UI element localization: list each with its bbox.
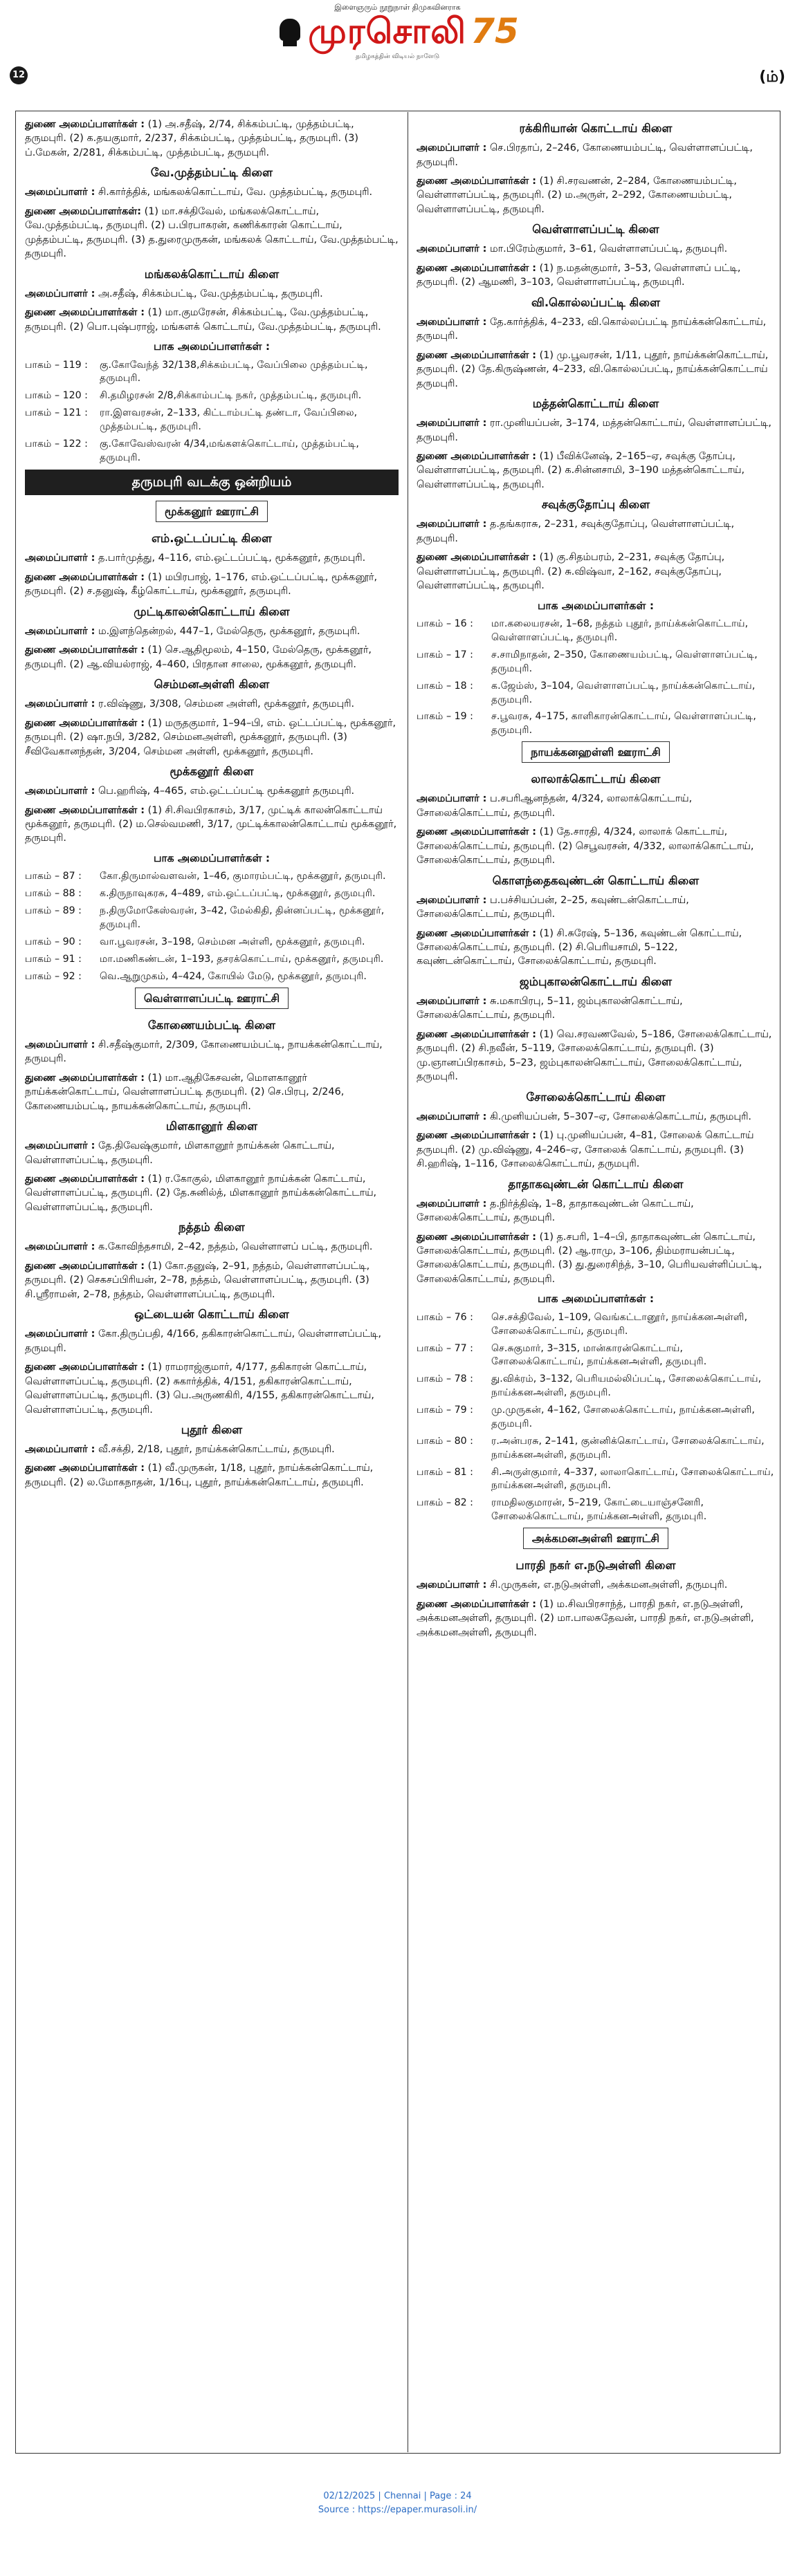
role-label: அமைப்பாளர் :	[417, 793, 487, 805]
role-label: துணை அமைப்பாளர்கள் :	[417, 450, 537, 462]
ward-row	[25, 953, 399, 967]
member-entry	[25, 716, 399, 759]
member-details: அ.சதீஷ், சிக்கம்பட்டி, வே.முத்தம்பட்டி, தருமபுரி.	[98, 288, 323, 299]
role-label: அமைப்பாளர் :	[417, 1198, 487, 1210]
branch-heading: மத்தன்கொட்டாய் கிளை	[532, 397, 659, 411]
role-label: அமைப்பாளர் :	[417, 418, 487, 429]
ward-organiser: ச.பூவரசு, 4–175, காளிகாரன்கொட்டாய், வெள்ளாளப்பட்டி, தருமபுரி.	[491, 711, 756, 736]
member-details: செ.பிரதாப், 2–246, கோணையம்பட்டி, வெள்ளாளப்பட்டி, தருமபுரி.	[417, 142, 753, 168]
role-label: துணை அமைப்பாளர்கள் :	[25, 1072, 145, 1084]
ward-number: பாகம் – 82 :	[417, 1497, 473, 1509]
ward-organiser: ராமதிலகுமாரன், 5–219, கோட்டையாஞ்சனேரி, சோலைக்கொட்டாய், நாய்க்கனஅள்ளி, தருமபுரி.	[491, 1497, 707, 1523]
role-label: அமைப்பாளர் :	[25, 698, 95, 710]
ward-row	[417, 1311, 775, 1339]
panchayat-heading: அக்கமனஅள்ளி ஊராட்சி	[523, 1528, 668, 1549]
ward-row	[25, 407, 399, 434]
ward-number: பாகம் – 18 :	[417, 680, 473, 692]
role-label: அமைப்பாளர் :	[417, 1111, 487, 1122]
member-entry	[25, 287, 399, 301]
member-details: (1) மு.பூவரசன், 1/11, புதூர், நாய்க்கன்கொட்டாய், தருமபுரி. (2) தே.கிருஷ்ணன், 4–233, வி.கொல்லப்பட்டி, நாய்க்கன்கொட்டாய் தருமபுரி.	[417, 349, 769, 389]
page-number-badge: 12	[10, 66, 28, 84]
member-entry	[417, 792, 775, 820]
side-mark: (ம்)	[759, 68, 785, 86]
ward-row	[417, 1373, 775, 1400]
member-entry	[25, 1240, 399, 1254]
role-label: அமைப்பாளர் :	[25, 553, 95, 564]
panchayat-heading-wrap	[25, 988, 399, 1013]
branch-heading: கோணையம்பட்டி கிளை	[147, 1018, 276, 1032]
member-details: (1) வெ.சரவணவேல், 5–186, சோலைக்கொட்டாய், தருமபுரி. (2) சி.நவீன், 5–119, சோலைக்கொட்டாய், தருமபுரி. (3) மு.ஞானப்பிரகாசம், 5–23, ஜம்புகாலன்கொட்டாய், சோலைக்கொட்டாய், தருமபுரி.	[417, 1028, 772, 1083]
member-entry	[25, 306, 399, 334]
role-label: துணை அமைப்பாளர்கள் :	[417, 1130, 537, 1142]
member-details: சி.சதீஷ்குமார், 2/309, கோணையம்பட்டி, நாயக்கன்கொட்டாய், தருமபுரி.	[25, 1039, 383, 1065]
ward-row	[417, 649, 775, 676]
ward-organiser: க.திருநாவுகரசு, 4–489, எம்.ஒட்டப்பட்டி, மூக்கனூர், தருமபுரி.	[100, 888, 376, 900]
member-details: (1) ந.மதன்குமார், 3–53, வெள்ளாளப் பட்டி, தருமபுரி. (2) ஆமணி, 3–103, வெள்ளாளப்பட்டி, தருமபுரி.	[417, 262, 741, 288]
branch-heading: ரக்கிரியான் கொட்டாய் கிளை	[519, 122, 673, 135]
member-details: (1) பு.முனியப்பன், 4–81, சோலைக் கொட்டாய் தருமபுரி. (2) மு.விஷ்ணு, 4–246–ஏ, சோலைக் கொட்டாய், தருமபுரி. (3) சி.ஹரிஷ், 1–116, சோலைக்கொட்டாய், தருமபுரி.	[417, 1130, 754, 1170]
ward-row	[417, 1466, 775, 1494]
member-details: த.தங்கராசு, 2–231, சவுக்குதோப்பு, வெள்ளாளப்பட்டி, தருமபுரி.	[417, 519, 735, 544]
role-label: துணை அமைப்பாளர்கள் :	[417, 1231, 537, 1243]
member-details: (1) அ.சதீஷ், 2/74, சிக்கம்பட்டி, முத்தம்பட்டி, தருமபுரி. (2) க.தயகுமார், 2/237, சிக்கம்பட்டி, முத்தம்பட்டி, தருமபுரி. (3) ப்.மேகன், 2/281, சிக்கம்பட்டி, முத்தம்பட்டி, தருமபுரி.	[25, 119, 359, 158]
ward-organiser: ர.அன்பரசு, 2–141, குன்னிக்கொட்டாய், சோலைக்கொட்டாய், நாய்க்கனஅள்ளி, தருமபுரி.	[491, 1435, 765, 1461]
member-entry	[417, 825, 775, 867]
member-details: (1) சி.சுரேஷ், 5–136, கவுண்டன் கொட்டாய், சோலைக்கொட்டாய், தருமபுரி. (2) சி.பெரியசாமி, 5–122, கவுண்டன்கொட்டாய், சோலைக்கொட்டாய், தருமபுரி.	[417, 927, 742, 967]
ward-number: பாகம் – 87 :	[25, 871, 82, 882]
member-details: வீ.சக்தி, 2/18, புதூர், நாய்க்கன்கொட்டாய், தருமபுரி.	[98, 1444, 335, 1456]
role-label: துணை அமைப்பாளர்கள் :	[25, 645, 145, 656]
ward-number: பாகம் – 119 :	[25, 359, 88, 371]
branch-heading: லாலாக்கொட்டாய் கிளை	[531, 772, 661, 786]
member-entry	[25, 118, 399, 160]
panchayat-heading-wrap	[417, 1528, 775, 1553]
role-label: துணை அமைப்பாளர்கள்:	[25, 205, 141, 217]
member-entry	[417, 174, 775, 216]
role-label: துணை அமைப்பாளர்கள் :	[25, 1173, 145, 1185]
ward-row	[25, 389, 399, 403]
ward-row	[417, 710, 775, 738]
member-details: தே.கார்த்திக், 4–233, வி.கொல்லப்பட்டி நாய்க்கன்கொட்டாய், தருமபுரி.	[417, 316, 767, 342]
role-label: அமைப்பாளர் :	[417, 243, 487, 255]
member-details: (1) கோ.தனுஷ், 2–91, நத்தம், வெள்ளாளப்பட்டி, தருமபுரி. (2) செகசப்பிரியன், 2–78, நத்தம், வெள்ளாளப்பட்டி, தருமபுரி. (3) சி.ஸ்ரீராமன், 2–78, நத்தம், வெள்ளாளப்பட்டி, தருமபுரி.	[25, 1260, 370, 1300]
ward-organiser: மா.கலையரசன், 1–68, நத்தம் புதூர், நாய்க்கன்கொட்டாய், வெள்ளாளப்பட்டி, தருமபுரி.	[491, 618, 749, 643]
member-details: (1) மபிரபாஜ், 1–176, எம்.ஒட்டப்பட்டி, மூக்கனூர், தருமபுரி. (2) ச.தனுஷ், கீழ்கொட்டாய், மூக்கனூர், தருமபுரி.	[25, 571, 378, 597]
member-details: ரா.முனியப்பன், 3–174, மத்தன்கொட்டாய், வெள்ளாளப்பட்டி, தருமபுரி.	[417, 418, 771, 443]
member-details: சு.மகாபிரபு, 5–11, ஜம்புகாலன்கொட்டாய், சோலைக்கொட்டாய், தருமபுரி.	[417, 995, 683, 1021]
ward-number: பாகம் – 92 :	[25, 970, 82, 982]
branch-heading: முட்டிகாலன்கொட்டாய் கிளை	[134, 604, 290, 618]
ward-organiser: ரா.இளவரசன், 2–133, கிட்டாம்பட்டி தண்டா, வேப்பிலை, முத்தம்பட்டி, தருமபுரி.	[100, 407, 358, 433]
branch-heading: ஜம்புகாலன்கொட்டாய் கிளை	[519, 974, 673, 988]
role-label: அமைப்பாளர் :	[417, 1579, 487, 1591]
member-details: (1) மா.குமரேசன், சிக்கம்பட்டி, வே.முத்தம்பட்டி, தருமபுரி. (2) பொ.புஷ்பராஜ், மங்களக் கொட்டாய், வே.முத்தம்பட்டி, தருமபுரி.	[25, 307, 381, 333]
role-label: துணை அமைப்பாளர்கள் :	[25, 717, 145, 729]
footer-source-link[interactable]: Source : https://epaper.murasoli.in/	[318, 2505, 477, 2515]
member-details: (1) ராமராஜ்குமார், 4/177, தகிகாரன் கொட்டாய், வெள்ளாளப்பட்டி, தருமபுரி. (2) சுகார்த்திக், 4/151, தகிகாரன்கொட்டாய், வெள்ளாளப்பட்டி, தருமபுரி. (3) பெ.அருணகிரி, 4/155, தகிகாரன்கொட்டாய், வெள்ளாளப்பட்டி, தருமபுரி.	[25, 1362, 374, 1416]
ward-organiser: கோ.திருமால்வளவன், 1–46, குமாரம்பட்டி, மூக்கனூர், தருமபுரி.	[100, 871, 386, 882]
panchayat-heading-wrap	[25, 501, 399, 526]
ward-number: பாகம் – 88 :	[25, 888, 82, 900]
union-section-banner: தருமபுரி வடக்கு ஒன்றியம்	[25, 470, 399, 496]
ward-row	[25, 870, 399, 884]
page-footer	[0, 2490, 795, 2517]
role-label: அமைப்பாளர் :	[417, 894, 487, 906]
ward-number: பாகம் – 89 :	[25, 905, 82, 917]
role-label: அமைப்பாளர் :	[417, 142, 487, 154]
member-entry	[417, 450, 775, 492]
footer-date-line: 02/12/2025 | Chennai | Page : 24	[323, 2491, 472, 2501]
branch-heading: செம்மனஅள்ளி கிளை	[154, 678, 270, 692]
member-entry	[25, 1443, 399, 1456]
party-emblem-icon	[276, 13, 304, 49]
member-entry	[25, 1461, 399, 1490]
member-details: (1) மா.ஆதிகேசவன், மொளகானூர் நாய்க்கன்கொட்டாய், வெள்ளாளப்பட்டி தருமபுரி. (2) செ.பிரபு, 2/246, கோணையம்பட்டி, நாயக்கன்கொட்டாய், தருமபுரி.	[25, 1072, 345, 1112]
ward-row	[417, 680, 775, 707]
ward-row	[25, 970, 399, 984]
branch-heading: தாதாகவுண்டன் கொட்டாய் கிளை	[508, 1177, 684, 1191]
ward-number: பாகம் – 91 :	[25, 953, 82, 965]
member-details: (1) சி.சரவணன், 2–284, கோணையம்பட்டி, வெள்ளாளப்பட்டி, தருமபுரி. (2) ம.அருள், 2–292, கோணையம்பட்டி, வெள்ளாளப்பட்டி, தருமபுரி.	[417, 175, 737, 215]
role-label: துணை அமைப்பாளர்கள் :	[417, 175, 537, 187]
branch-heading: சவுக்குதோப்பு கிளை	[541, 498, 650, 512]
member-entry	[417, 1028, 775, 1084]
role-label: அமைப்பாளர் :	[25, 1039, 95, 1050]
member-details: சி.முருகன், எ.நடுஅள்ளி, அக்கமனஅள்ளி, தருமபுரி.	[489, 1579, 728, 1591]
branch-heading: மிளகானூர் கிளை	[165, 1120, 258, 1133]
member-entry	[25, 1327, 399, 1355]
member-entry	[25, 205, 399, 261]
member-details: ப.சபரிஆனந்தன், 4/324, லாலாக்கொட்டாய், சோலைக்கொட்டாய், தருமபுரி.	[417, 793, 693, 819]
ward-organisers-heading: பாக அமைப்பாளர்கள் :	[537, 599, 655, 612]
member-details: ப.பச்சியப்பன், 2–25, கவுண்டன்கொட்டாய், சோலைக்கொட்டாய், தருமபுரி.	[417, 894, 689, 920]
ward-number: பாகம் – 90 :	[25, 936, 82, 947]
member-entry	[25, 1071, 399, 1113]
member-details: (1) பீவிக்னேஷ், 2–165–ஏ, சவுக்கு தோப்பு, வெள்ளாளப்பட்டி, தருமபுரி. (2) க.சின்னசாமி, 3–190 மத்தன்கொட்டாய், வெள்ளாளப்பட்டி, தருமபுரி.	[417, 450, 745, 490]
masthead-tagline: தமிழகத்தின் விடியல் நாளேடு	[355, 53, 440, 60]
ward-organiser: மா.மணிகண்டன், 1–193, தசரக்கொட்டாய், மூக்கனூர், தருமபுரி.	[100, 953, 384, 965]
right-column	[417, 118, 775, 2448]
ward-organiser: செ.சுகுமார், 3–315, மான்காரன்கொட்டாய், சோலைக்கொட்டாய், நாய்க்கனஅள்ளி, தருமபுரி.	[491, 1342, 707, 1368]
branch-heading: ஒட்டையன் கொட்டாய் கிளை	[134, 1308, 289, 1322]
role-label: துணை அமைப்பாளர்கள் :	[25, 307, 145, 319]
member-entry	[417, 1197, 775, 1225]
masthead-slogan: இளைஞரும் நூறுநாள் திமுகவினராக	[334, 3, 461, 12]
branch-heading: கொளந்தைகவுண்டன் கொட்டாய் கிளை	[492, 873, 700, 887]
ward-organiser: க.ஜேம்ஸ், 3–104, வெள்ளாளப்பட்டி, நாய்க்கன்கொட்டாய், தருமபுரி.	[491, 680, 756, 705]
panchayat-heading: வெள்ளாளப்பட்டி ஊராட்சி	[135, 988, 289, 1009]
member-entry	[25, 551, 399, 565]
member-entry	[417, 550, 775, 593]
member-details: மா.பிரேம்குமார், 3–61, வெள்ளாளப்பட்டி, தருமபுரி.	[489, 243, 728, 255]
panchayat-heading: மூக்கனூர் ஊராட்சி	[156, 501, 268, 522]
ward-organiser: ச.சாமிநாதன், 2–350, கோணையம்பட்டி, வெள்ளாளப்பட்டி, தருமபுரி.	[491, 649, 758, 674]
role-label: அமைப்பாளர் :	[25, 1328, 95, 1340]
top-strip	[10, 66, 785, 86]
branch-heading: மூக்கனூர் கிளை	[170, 765, 254, 779]
branch-heading: பாரதி நகர் எ.நடுஅள்ளி கிளை	[515, 1559, 676, 1573]
ward-number: பாகம் – 17 :	[417, 649, 473, 660]
member-details: கி.முனியப்பன், 5–307–ஏ, சோலைக்கொட்டாய், தருமபுரி.	[489, 1111, 752, 1122]
member-details: சி.கார்த்திக், மங்கலக்கொட்டாய், வே. முத்தம்பட்டி, தருமபுரி.	[98, 187, 373, 198]
member-entry	[417, 261, 775, 290]
role-label: அமைப்பாளர் :	[25, 1444, 95, 1456]
panchayat-heading: நாயக்கனஹள்ளி ஊராட்சி	[522, 741, 670, 763]
role-label: துணை அமைப்பாளர்கள் :	[25, 1463, 145, 1474]
member-entry	[417, 517, 775, 546]
ward-organiser: செ.சக்திவேல், 1–109, வெங்கட்டானூர், நாய்க்கனஅள்ளி, சோலைக்கொட்டாய், தருமபுரி.	[491, 1311, 748, 1337]
ward-organisers-heading: பாக அமைப்பாளர்கள் :	[537, 1292, 655, 1306]
ward-row	[25, 359, 399, 387]
role-label: துணை அமைப்பாளர்கள் :	[25, 1260, 145, 1272]
member-entry	[25, 1172, 399, 1214]
role-label: துணை அமைப்பாளர்கள் :	[417, 1028, 537, 1040]
ward-organisers-heading: பாக அமைப்பாளர்கள் :	[153, 340, 271, 353]
member-details: (1) ம.சிவபிரசாந்த், பாரதி நகர், எ.நடுஅள்ளி, அக்கமனஅள்ளி, தருமபுரி. (2) மா.பாலசுதேவன், பாரதி நகர், எ.நடுஅள்ளி, அக்கமனஅள்ளி, தருமபுரி.	[417, 1598, 754, 1638]
member-entry	[25, 643, 399, 671]
role-label: அமைப்பாளர் :	[417, 519, 487, 530]
ward-number: பாகம் – 121 :	[25, 407, 88, 419]
member-details: (1) சி.சிவபிரகாசம், 3/17, முட்டிக் காலன்கொட்டாய் மூக்கனூர், தருமபுரி. (2) ம.செல்வமணி, 3/17, முட்டிக்காலன்கொட்டாய் மூக்கனூர், தருமபுரி.	[25, 804, 397, 844]
ward-organiser: மு.முருகன், 4–162, சோலைக்கொட்டாய், நாய்க்கனஅள்ளி, தருமபுரி.	[491, 1405, 755, 1429]
masthead	[0, 0, 795, 64]
branch-heading: நத்தம் கிளை	[179, 1221, 245, 1234]
member-details: பெ.ஹரிஷ், 4–465, எம்.ஒட்டப்பட்டி மூக்கனூர் தருமபுரி.	[98, 786, 355, 797]
member-entry	[25, 624, 399, 638]
anniversary-mark: 75	[470, 11, 519, 51]
ward-organiser: ந.திருமோகேஸ்வரன், 3–42, மேல்கிதி, தின்னப்பட்டி, மூக்கனூர், தருமபுரி.	[100, 905, 385, 931]
member-details: தே.திவேஷ்குமார், மிளகானூர் நாய்க்கன் கொட்டாய், வெள்ளாளப்பட்டி, தருமபுரி.	[25, 1140, 335, 1166]
member-details: (1) வீ.முருகன், 1/18, புதூர், நாய்க்கன்கொட்டாய், தருமபுரி. (2) ல.மோகநாதன், 1/16பு, புதூர், நாய்க்கன்கொட்டாய், தருமபுரி.	[25, 1463, 374, 1488]
ward-number: பாகம் – 77 :	[417, 1342, 473, 1354]
ward-organiser: கு.கோவேந்த் 32/138,சிக்கம்பட்டி, வேப்பிலை முத்தம்பட்டி, தருமபுரி.	[100, 359, 368, 384]
member-entry	[417, 1230, 775, 1287]
member-details: கோ.திருப்பதி, 4/166, தகிகாரன்கொட்டாய், வெள்ளாளப்பட்டி, தருமபுரி.	[25, 1328, 382, 1354]
ward-number: பாகம் – 76 :	[417, 1311, 473, 1323]
ward-organiser: வெ.ஆறுமுகம், 4–424, கோயில் மேடு, மூக்கனூர், தருமபுரி.	[100, 970, 367, 982]
member-entry	[417, 315, 775, 344]
member-details: (1) ர.கோகுல், மிளகானூர் நாய்க்கன் கொட்டாய், வெள்ளாளப்பட்டி, தருமபுரி. (2) தே.சுனில்த், மிளகானூர் நாய்க்கன்கொட்டாய், வெள்ளாளப்பட்டி, தருமபுரி.	[25, 1173, 377, 1213]
member-entry	[417, 242, 775, 256]
ward-organiser: சி.தமிழரசன் 2/8,சிக்காம்பட்டி நகர், முத்தம்பட்டி, தருமபுரி.	[100, 390, 362, 402]
ward-row	[417, 1342, 775, 1370]
member-entry	[417, 1110, 775, 1124]
ward-organiser: கு.கோவேஸ்வரன் 4/34,மங்களக்கொட்டாய், முத்தம்பட்டி, தருமபுரி.	[100, 438, 359, 463]
branch-heading: வெள்ளாளப்பட்டி கிளை	[532, 223, 659, 237]
branch-heading: வே.முத்தம்பட்டி கிளை	[150, 166, 273, 180]
role-label: துணை அமைப்பாளர்கள் :	[25, 1362, 145, 1373]
ward-number: பாகம் – 120 :	[25, 390, 88, 402]
left-column	[25, 118, 399, 2448]
member-entry	[417, 927, 775, 969]
role-label: அமைப்பாளர் :	[25, 1140, 95, 1152]
role-label: துணை அமைப்பாளர்கள் :	[417, 927, 537, 939]
member-details: (1) மா.சக்திவேல், மங்கலக்கொட்டாய், வே.முத்தம்பட்டி, தருமபுரி. (2) ப.பிரபாகரன், கணிக்காரன் கொட்டாய், முத்தம்பட்டி, தருமபுரி. (3) த.துரைமுருகன், மங்கலக் கொட்டாய், வே.முத்தம்பட்டி, தருமபுரி.	[25, 205, 399, 260]
role-label: துணை அமைப்பாளர்கள் :	[417, 1598, 537, 1610]
role-label: அமைப்பாளர் :	[417, 995, 487, 1007]
member-details: க.கோவிந்தசாமி, 2–42, நத்தம், வெள்ளாளப் பட்டி, தருமபுரி.	[98, 1241, 373, 1253]
ward-row	[25, 905, 399, 932]
branch-heading: வி.கொல்லப்பட்டி கிளை	[531, 295, 661, 309]
member-details: (1) மருதகுமார், 1–94–பி, எம். ஒட்டப்பட்டி, மூக்கனூர், தருமபுரி. (2) ஷா.நபி, 3/282, செம்மனஅள்ளி, மூக்கனூர், தருமபுரி. (3) சீவிவேகானந்தன், 3/204, செம்மன அள்ளி, மூக்கனூர், தருமபுரி.	[25, 717, 396, 757]
role-label: அமைப்பாளர் :	[25, 187, 95, 198]
role-label: துணை அமைப்பாளர்கள் :	[25, 804, 145, 816]
member-details: (1) தே.சாரதி, 4/324, லாலாக் கொட்டாய், சோலைக்கொட்டாய், தருமபுரி. (2) செபூவரசன், 4/332, லாலாக்கொட்டாய், சோலைக்கொட்டாய், தருமபுரி.	[417, 826, 754, 867]
member-entry	[417, 141, 775, 169]
member-entry	[417, 1129, 775, 1171]
member-entry	[25, 1038, 399, 1066]
role-label: துணை அமைப்பாளர்கள் :	[25, 571, 145, 583]
member-details: (1) கு.சிதம்பரம், 2–231, சவுக்கு தோப்பு, வெள்ளாளப்பட்டி, தருமபுரி. (2) சு.விஷ்வா, 2–162, சவுக்குதோப்பு, வெள்ளாளப்பட்டி, தருமபுரி.	[417, 552, 725, 592]
masthead-logo	[0, 10, 795, 53]
member-details: த.நிர்த்திஷ், 1–8, தாதாகவுண்டன் கொட்டாய், சோலைக்கொட்டாய், தருமபுரி.	[417, 1198, 694, 1224]
role-label: அமைப்பாளர் :	[25, 786, 95, 797]
member-entry	[417, 349, 775, 391]
ward-organisers-heading: பாக அமைப்பாளர்கள் :	[153, 851, 271, 864]
ward-row	[417, 1435, 775, 1463]
member-entry	[25, 1360, 399, 1417]
role-label: துணை அமைப்பாளர்கள் :	[417, 552, 537, 564]
branch-heading: புதூர் கிளை	[181, 1423, 243, 1436]
ward-number: பாகம் – 81 :	[417, 1466, 473, 1478]
member-entry	[417, 994, 775, 1023]
member-details: ம.இளந்தென்றல், 447–1, மேல்தெரு, மூக்கனூர், தருமபுரி.	[98, 625, 360, 637]
ward-number: பாகம் – 78 :	[417, 1373, 473, 1385]
role-label: துணை அமைப்பாளர்கள் :	[25, 119, 145, 130]
ward-row	[25, 936, 399, 949]
role-label: துணை அமைப்பாளர்கள் :	[417, 262, 537, 274]
ward-row	[417, 618, 775, 645]
member-entry	[25, 697, 399, 711]
branch-heading: சோலைக்கொட்டாய் கிளை	[526, 1090, 666, 1104]
ward-number: பாகம் – 80 :	[417, 1435, 473, 1447]
member-entry	[25, 784, 399, 798]
role-label: அமைப்பாளர் :	[25, 288, 95, 299]
role-label: அமைப்பாளர் :	[417, 316, 487, 328]
member-details: (1) செ.ஆதிமூலம், 4–150, மேல்தெரு, மூக்கனூர், தருமபுரி. (2) ஆ.வியல்ராஜ், 4–460, பிரதான சாலை, மூக்கனூர், தருமபுரி.	[25, 645, 372, 670]
member-entry	[25, 1259, 399, 1301]
ward-number: பாகம் – 79 :	[417, 1405, 473, 1416]
ward-row	[25, 438, 399, 465]
newspaper-name: முரசொலி	[308, 11, 467, 51]
member-entry	[25, 185, 399, 199]
branch-heading: எம்.ஒட்டப்பட்டி கிளை	[151, 532, 273, 546]
role-label: துணை அமைப்பாளர்கள் :	[417, 349, 537, 361]
ward-row	[417, 1404, 775, 1431]
member-entry	[25, 804, 399, 846]
ward-number: பாகம் – 16 :	[417, 618, 473, 630]
ward-organiser: து.விக்ரம், 3–132, பெரியமல்லிப்பட்டி, சோலைக்கொட்டாய், நாய்க்கனஅள்ளி, தருமபுரி.	[491, 1373, 762, 1399]
ward-number: பாகம் – 122 :	[25, 438, 88, 450]
member-details: ர.விஷ்ணு, 3/308, செம்மன அள்ளி, மூக்கனூர், தருமபுரி.	[98, 698, 355, 710]
member-entry	[417, 1578, 775, 1592]
role-label: அமைப்பாளர் :	[25, 1241, 95, 1253]
member-entry	[417, 1597, 775, 1640]
member-entry	[417, 416, 775, 445]
ward-organiser: சி.அருள்குமார், 4–337, லாலாகொட்டாய், சோலைக்கொட்டாய், நாய்க்கனஅள்ளி, தருமபுரி.	[491, 1466, 774, 1492]
role-label: துணை அமைப்பாளர்கள் :	[417, 826, 537, 838]
ward-row	[417, 1497, 775, 1524]
panchayat-heading-wrap	[417, 741, 775, 767]
member-entry	[417, 893, 775, 922]
branch-heading: மங்கலக்கொட்டாய் கிளை	[144, 267, 280, 281]
ward-organiser: வா.பூவரசன், 3–198, செம்மன அள்ளி, மூக்கனூர், தருமபுரி.	[100, 936, 365, 947]
member-details: த.பார்முத்து, 4–116, எம்.ஒட்டப்பட்டி, மூக்கனூர், தருமபுரி.	[98, 553, 366, 564]
ward-number: பாகம் – 19 :	[417, 711, 473, 723]
ward-row	[25, 887, 399, 901]
member-details: (1) த.சபரி, 1–4–பி, தாதாகவுண்டன் கொட்டாய், சோலைக்கொட்டாய், தருமபுரி. (2) ஆ.ராமு, 3–106, திம்மராயன்பட்டி, சோலைக்கொட்டாய், தருமபுரி. (3) து.துரைசிந்த், 3–10, பெரியவள்ளிப்பட்டி, சோலைக்கொட்டாய், தருமபுரி.	[417, 1231, 762, 1285]
member-entry	[25, 571, 399, 599]
member-entry	[25, 1139, 399, 1167]
role-label: அமைப்பாளர் :	[25, 625, 95, 637]
